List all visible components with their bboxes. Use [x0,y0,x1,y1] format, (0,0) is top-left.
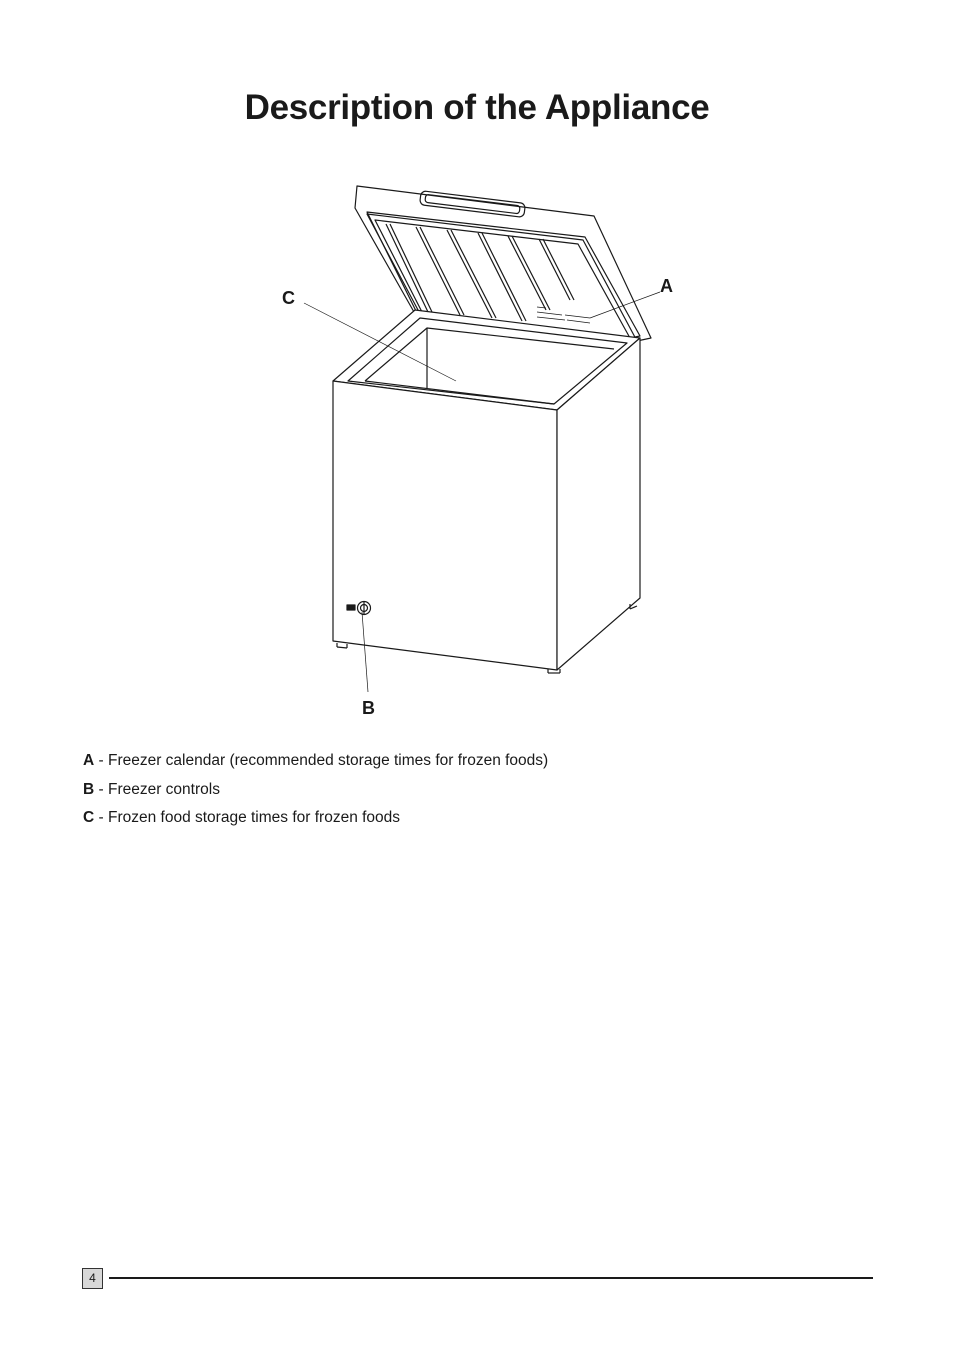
legend-text: - Freezer controls [94,780,220,798]
legend-key: B [83,780,95,798]
legend-key: A [83,752,95,769]
legend-item-a [83,750,548,779]
freezer-calendar-label [537,307,590,323]
parts-legend [83,750,548,836]
callout-a: A [660,276,673,296]
legend-text: - Frozen food storage times for frozen foods [94,809,401,826]
legend-item-c [83,807,548,836]
legend-key: C [83,809,95,826]
callout-c: C [282,288,295,308]
legend-text: - Freezer calendar (recommended storage times for frozen foods) [94,752,549,769]
callout-b: B [362,698,375,718]
lid-outline [355,186,651,341]
cabinet-front [333,381,557,670]
page-number: 4 [82,1268,103,1289]
legend-item-b [83,779,548,808]
page-title: Description of the Appliance [244,88,710,127]
footer-rule [109,1277,873,1279]
